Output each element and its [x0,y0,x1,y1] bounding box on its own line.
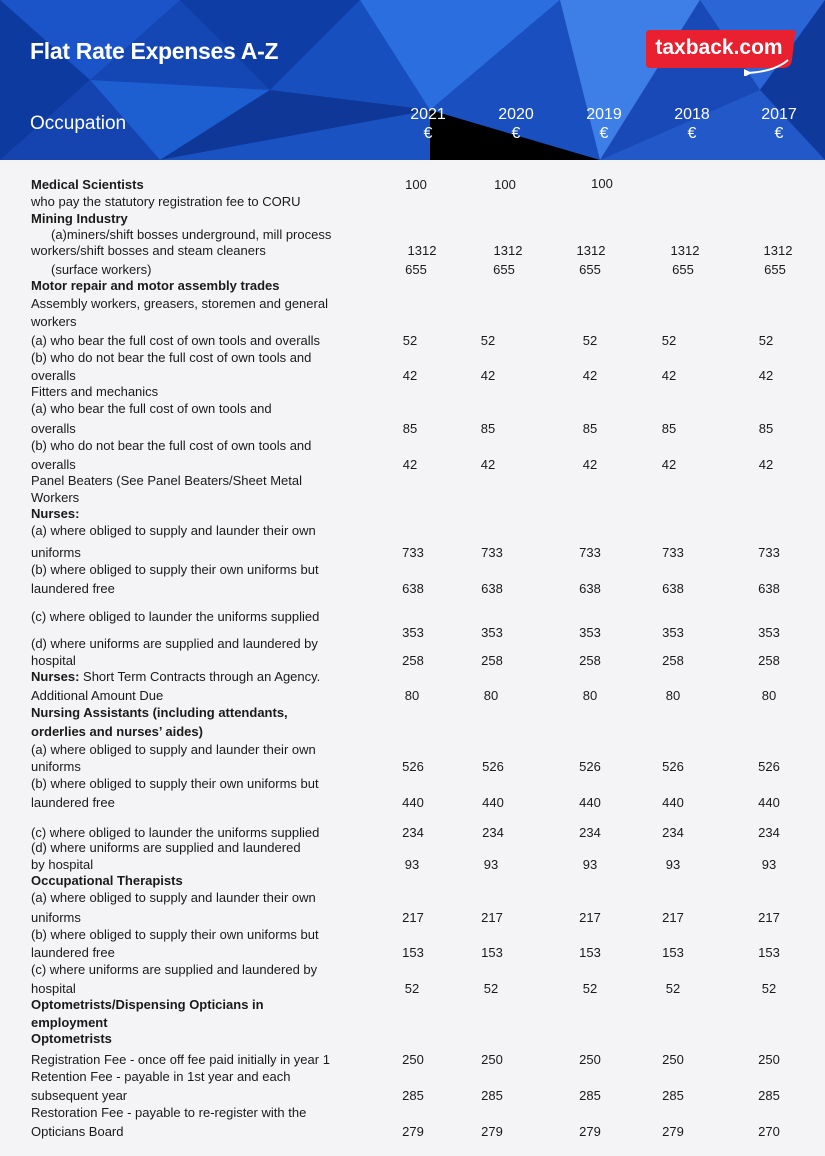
value-2020: 234 [482,825,504,840]
page-title: Flat Rate Expenses A-Z [30,38,279,64]
occupation-line: uniforms [31,759,81,774]
value-2020: 279 [481,1124,503,1139]
value-2019: 258 [579,653,601,668]
value-2017: 270 [758,1124,780,1139]
value-2019: 52 [582,981,598,996]
occupation-line: (b) who do not bear the full cost of own tools and [31,350,312,365]
value-2018: 440 [662,795,684,810]
value-2017: 526 [758,759,780,774]
value-2017: 353 [758,625,780,640]
currency-symbol: € [599,125,609,142]
nurses-label: Nurses: [31,669,80,684]
value-2018: 353 [662,625,684,640]
value-2020: 52 [480,333,496,348]
occupation-line: (b) who do not bear the full cost of own tools and [31,438,312,453]
value-2020: 353 [481,625,503,640]
value-2021: 353 [402,625,424,640]
occupation-line: (d) where uniforms are supplied and laundered by [31,636,318,651]
value-2021: 52 [402,333,418,348]
value-2017: 93 [761,857,777,872]
value-2021: 42 [402,457,418,472]
value-2020: 1312 [493,243,523,258]
nurses-agency-text: Short Term Contracts through an Agency. [79,669,321,684]
occupation-heading: Optometrists [31,1031,112,1046]
value-2020: 655 [493,262,515,277]
value-2020: 52 [483,981,499,996]
occupation-line: Fitters and mechanics [31,384,159,399]
currency-symbol: € [774,125,784,142]
occupation-line: Opticians Board [31,1124,124,1139]
value-2019: 80 [582,688,598,703]
value-2020: 733 [481,545,503,560]
value-2018: 52 [661,333,677,348]
value-2021: 250 [402,1052,424,1067]
value-2021: 153 [402,945,424,960]
value-2020: 42 [480,368,496,383]
occupation-line: overalls [31,457,76,472]
value-2020: 42 [480,457,496,472]
value-2018: 250 [662,1052,684,1067]
occupation-heading: Nursing Assistants (including attendants, [31,705,288,720]
value-2021: 52 [404,981,420,996]
occupation-line: (d) where uniforms are supplied and laundered [31,840,301,855]
value-2017: 153 [758,945,780,960]
occupation-line: (b) where obliged to supply their own uniforms but [31,776,319,791]
value-2018: 52 [665,981,681,996]
value-2021: 93 [404,857,420,872]
occupation-line: (c) where obliged to launder the uniforms supplied [31,825,320,840]
occupation-line: (a) where obliged to supply and launder their own [31,742,316,757]
occupation-line: hospital [31,981,76,996]
occupation-line: who pay the statutory registration fee to CORU [31,194,301,209]
occupation-heading: Occupational Therapists [31,873,183,888]
occupation-line: Additional Amount Due [31,688,164,703]
value-2021: 285 [402,1088,424,1103]
value-2017: 733 [758,545,780,560]
occupation-column-header: Occupation [30,113,127,134]
occupation-heading: orderlies and nurses’ aides) [31,724,203,739]
value-2018: 258 [662,653,684,668]
value-2019: 526 [579,759,601,774]
occupation-line: (c) where obliged to launder the uniforms supplied [31,609,320,624]
value-2021: 217 [402,910,424,925]
occupation-line: (c) where uniforms are supplied and laundered by [31,962,318,977]
value-2019: 217 [579,910,601,925]
value-2017: 52 [761,981,777,996]
value-2017: 85 [758,421,774,436]
value-2020: 250 [481,1052,503,1067]
value-2021: 279 [402,1124,424,1139]
occupation-line: Retention Fee - payable in 1st year and each [31,1069,291,1084]
value-2021: 733 [402,545,424,560]
value-2021: 100 [405,177,427,192]
value-2021: 234 [402,825,424,840]
occupation-line: hospital [31,653,76,668]
value-2018: 42 [661,457,677,472]
brand-name: taxback.com [655,36,783,59]
value-2019: 279 [579,1124,601,1139]
year-label: 2019 [586,106,622,123]
value-2018: 733 [662,545,684,560]
value-2018: 655 [672,262,694,277]
value-2021: 638 [402,581,424,596]
occupation-line: subsequent year [31,1088,128,1103]
value-2018: 80 [665,688,681,703]
value-2020: 93 [483,857,499,872]
occupation-line: workers [31,314,77,329]
occupation-line: (a) who bear the full cost of own tools and overalls [31,333,321,348]
value-2021: 42 [402,368,418,383]
occupation-heading: Mining Industry [31,211,128,226]
value-2019: 1312 [576,243,606,258]
occupation-line: (b) where obliged to supply their own uniforms but [31,562,319,577]
occupation-line: laundered free [31,581,115,596]
value-2019: 100 [591,176,613,191]
occupation-heading: Medical Scientists [31,177,144,192]
value-2019: 285 [579,1088,601,1103]
value-2017: 80 [761,688,777,703]
value-2018: 234 [662,825,684,840]
occupation-line: (a) who bear the full cost of own tools and [31,401,272,416]
value-2018: 93 [665,857,681,872]
occupation-line: Registration Fee - once off fee paid initially in year 1 [31,1052,330,1067]
year-label: 2018 [674,106,710,123]
value-2020: 440 [482,795,504,810]
value-2018: 526 [662,759,684,774]
value-2019: 52 [582,333,598,348]
value-2019: 250 [579,1052,601,1067]
value-2017: 250 [758,1052,780,1067]
currency-symbol: € [423,125,433,142]
value-2019: 42 [582,368,598,383]
value-2019: 733 [579,545,601,560]
value-2021: 1312 [407,243,437,258]
occupation-line: Assembly workers, greasers, storemen and general [31,296,328,311]
occupation-line: overalls [31,421,76,436]
occupation-heading: Nurses: [31,506,80,521]
occupation-line: Workers [31,490,80,505]
occupation-line: (surface workers) [51,262,152,277]
value-2018: 638 [662,581,684,596]
occupation-line: Panel Beaters (See Panel Beaters/Sheet Metal [31,473,302,488]
value-2021: 258 [402,653,424,668]
value-2021: 85 [402,421,418,436]
value-2021: 80 [404,688,420,703]
value-2020: 526 [482,759,504,774]
value-2020: 100 [494,177,516,192]
value-2021: 655 [405,262,427,277]
year-label: 2020 [498,106,534,123]
occupation-line: Restoration Fee - payable to re-register with the [31,1105,307,1120]
occupation-line: laundered free [31,945,115,960]
value-2018: 285 [662,1088,684,1103]
value-2017: 217 [758,910,780,925]
occupation-line: laundered free [31,795,115,810]
currency-symbol: € [511,125,521,142]
value-2017: 52 [758,333,774,348]
occupation-line: uniforms [31,910,81,925]
occupation-line: by hospital [31,857,94,872]
value-2020: 153 [481,945,503,960]
occupation-line: (a) where obliged to supply and launder their own [31,890,316,905]
value-2019: 42 [582,457,598,472]
value-2021: 526 [402,759,424,774]
value-2017: 638 [758,581,780,596]
value-2020: 217 [481,910,503,925]
value-2020: 80 [483,688,499,703]
value-2021: 440 [402,795,424,810]
value-2017: 1312 [763,243,793,258]
value-2017: 42 [758,368,774,383]
occupation-line: overalls [31,368,76,383]
occupation-line: workers/shift bosses and steam cleaners [31,243,266,258]
value-2018: 42 [661,368,677,383]
year-label: 2017 [761,106,797,123]
value-2020: 638 [481,581,503,596]
occupation-line: uniforms [31,545,81,560]
occupation-heading: Motor repair and motor assembly trades [31,278,280,293]
value-2020: 285 [481,1088,503,1103]
year-label: 2021 [410,106,446,123]
occupation-line [31,669,320,684]
value-2019: 638 [579,581,601,596]
value-2019: 85 [582,421,598,436]
value-2018: 217 [662,910,684,925]
occupation-line: (a)miners/shift bosses underground, mill process [51,227,332,242]
value-2019: 440 [579,795,601,810]
currency-symbol: € [687,125,697,142]
value-2020: 258 [481,653,503,668]
value-2019: 353 [579,625,601,640]
value-2017: 440 [758,795,780,810]
value-2017: 655 [764,262,786,277]
value-2019: 153 [579,945,601,960]
occupation-heading: Optometrists/Dispensing Opticians in [31,997,264,1012]
value-2017: 234 [758,825,780,840]
value-2017: 42 [758,457,774,472]
value-2019: 93 [582,857,598,872]
occupation-heading: employment [31,1015,108,1030]
value-2019: 234 [579,825,601,840]
value-2018: 1312 [670,243,700,258]
occupation-line: (b) where obliged to supply their own uniforms but [31,927,319,942]
value-2020: 85 [480,421,496,436]
value-2019: 655 [579,262,601,277]
value-2018: 279 [662,1124,684,1139]
occupation-line: (a) where obliged to supply and launder their own [31,523,316,538]
value-2017: 285 [758,1088,780,1103]
value-2018: 85 [661,421,677,436]
value-2017: 258 [758,653,780,668]
value-2018: 153 [662,945,684,960]
